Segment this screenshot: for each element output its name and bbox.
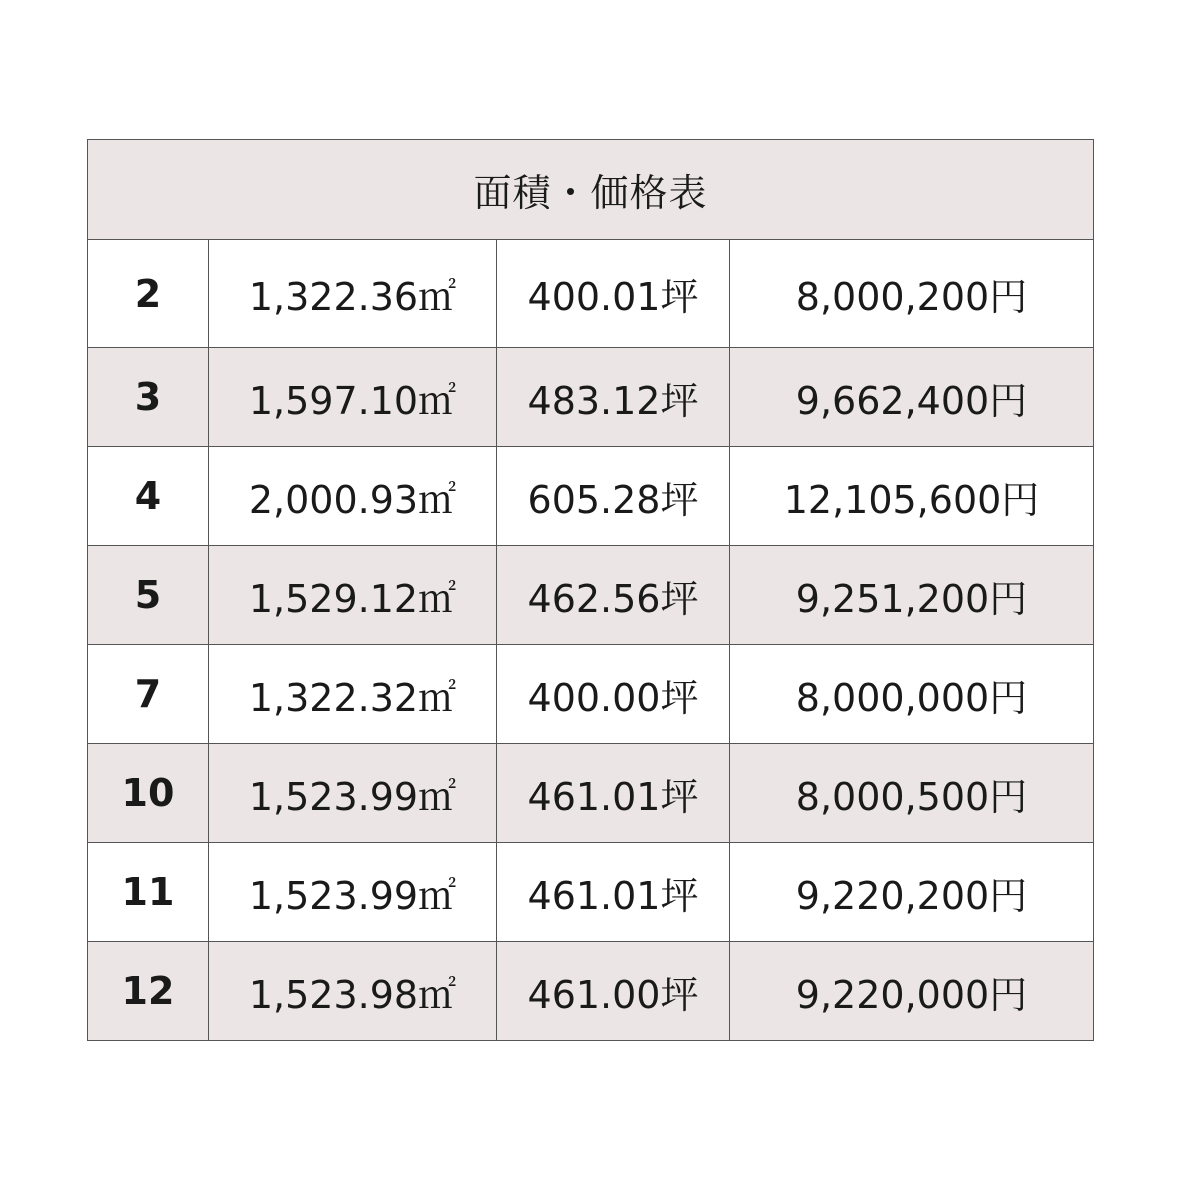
area-sqm: 1,322.36㎡ bbox=[209, 240, 497, 348]
lot-number: 11 bbox=[88, 843, 209, 942]
table-header-row bbox=[88, 140, 1094, 240]
price: 12,105,600円 bbox=[730, 447, 1094, 546]
price: 9,220,200円 bbox=[730, 843, 1094, 942]
lot-number: 12 bbox=[88, 942, 209, 1041]
area-tsubo: 483.12坪 bbox=[497, 348, 730, 447]
lot-number: 3 bbox=[88, 348, 209, 447]
area-sqm: 1,322.32㎡ bbox=[209, 645, 497, 744]
area-tsubo: 400.01坪 bbox=[497, 240, 730, 348]
price: 8,000,000円 bbox=[730, 645, 1094, 744]
table-title: 面積・価格表 bbox=[88, 140, 1094, 240]
lot-number: 2 bbox=[88, 240, 209, 348]
price: 8,000,200円 bbox=[730, 240, 1094, 348]
table-row bbox=[88, 843, 1094, 942]
price: 9,662,400円 bbox=[730, 348, 1094, 447]
price: 8,000,500円 bbox=[730, 744, 1094, 843]
table-row bbox=[88, 645, 1094, 744]
table-row bbox=[88, 348, 1094, 447]
table-row bbox=[88, 546, 1094, 645]
area-sqm: 1,523.99㎡ bbox=[209, 744, 497, 843]
table-row bbox=[88, 942, 1094, 1041]
area-sqm: 1,597.10㎡ bbox=[209, 348, 497, 447]
table-row bbox=[88, 447, 1094, 546]
area-tsubo: 462.56坪 bbox=[497, 546, 730, 645]
area-tsubo: 605.28坪 bbox=[497, 447, 730, 546]
area-tsubo: 461.00坪 bbox=[497, 942, 730, 1041]
price: 9,220,000円 bbox=[730, 942, 1094, 1041]
table-row bbox=[88, 240, 1094, 348]
lot-number: 7 bbox=[88, 645, 209, 744]
area-sqm: 1,529.12㎡ bbox=[209, 546, 497, 645]
area-tsubo: 400.00坪 bbox=[497, 645, 730, 744]
area-sqm: 1,523.98㎡ bbox=[209, 942, 497, 1041]
lot-number: 10 bbox=[88, 744, 209, 843]
area-sqm: 1,523.99㎡ bbox=[209, 843, 497, 942]
area-sqm: 2,000.93㎡ bbox=[209, 447, 497, 546]
price: 9,251,200円 bbox=[730, 546, 1094, 645]
lot-number: 4 bbox=[88, 447, 209, 546]
area-price-table bbox=[87, 139, 1094, 1041]
area-tsubo: 461.01坪 bbox=[497, 744, 730, 843]
table-row bbox=[88, 744, 1094, 843]
area-tsubo: 461.01坪 bbox=[497, 843, 730, 942]
lot-number: 5 bbox=[88, 546, 209, 645]
